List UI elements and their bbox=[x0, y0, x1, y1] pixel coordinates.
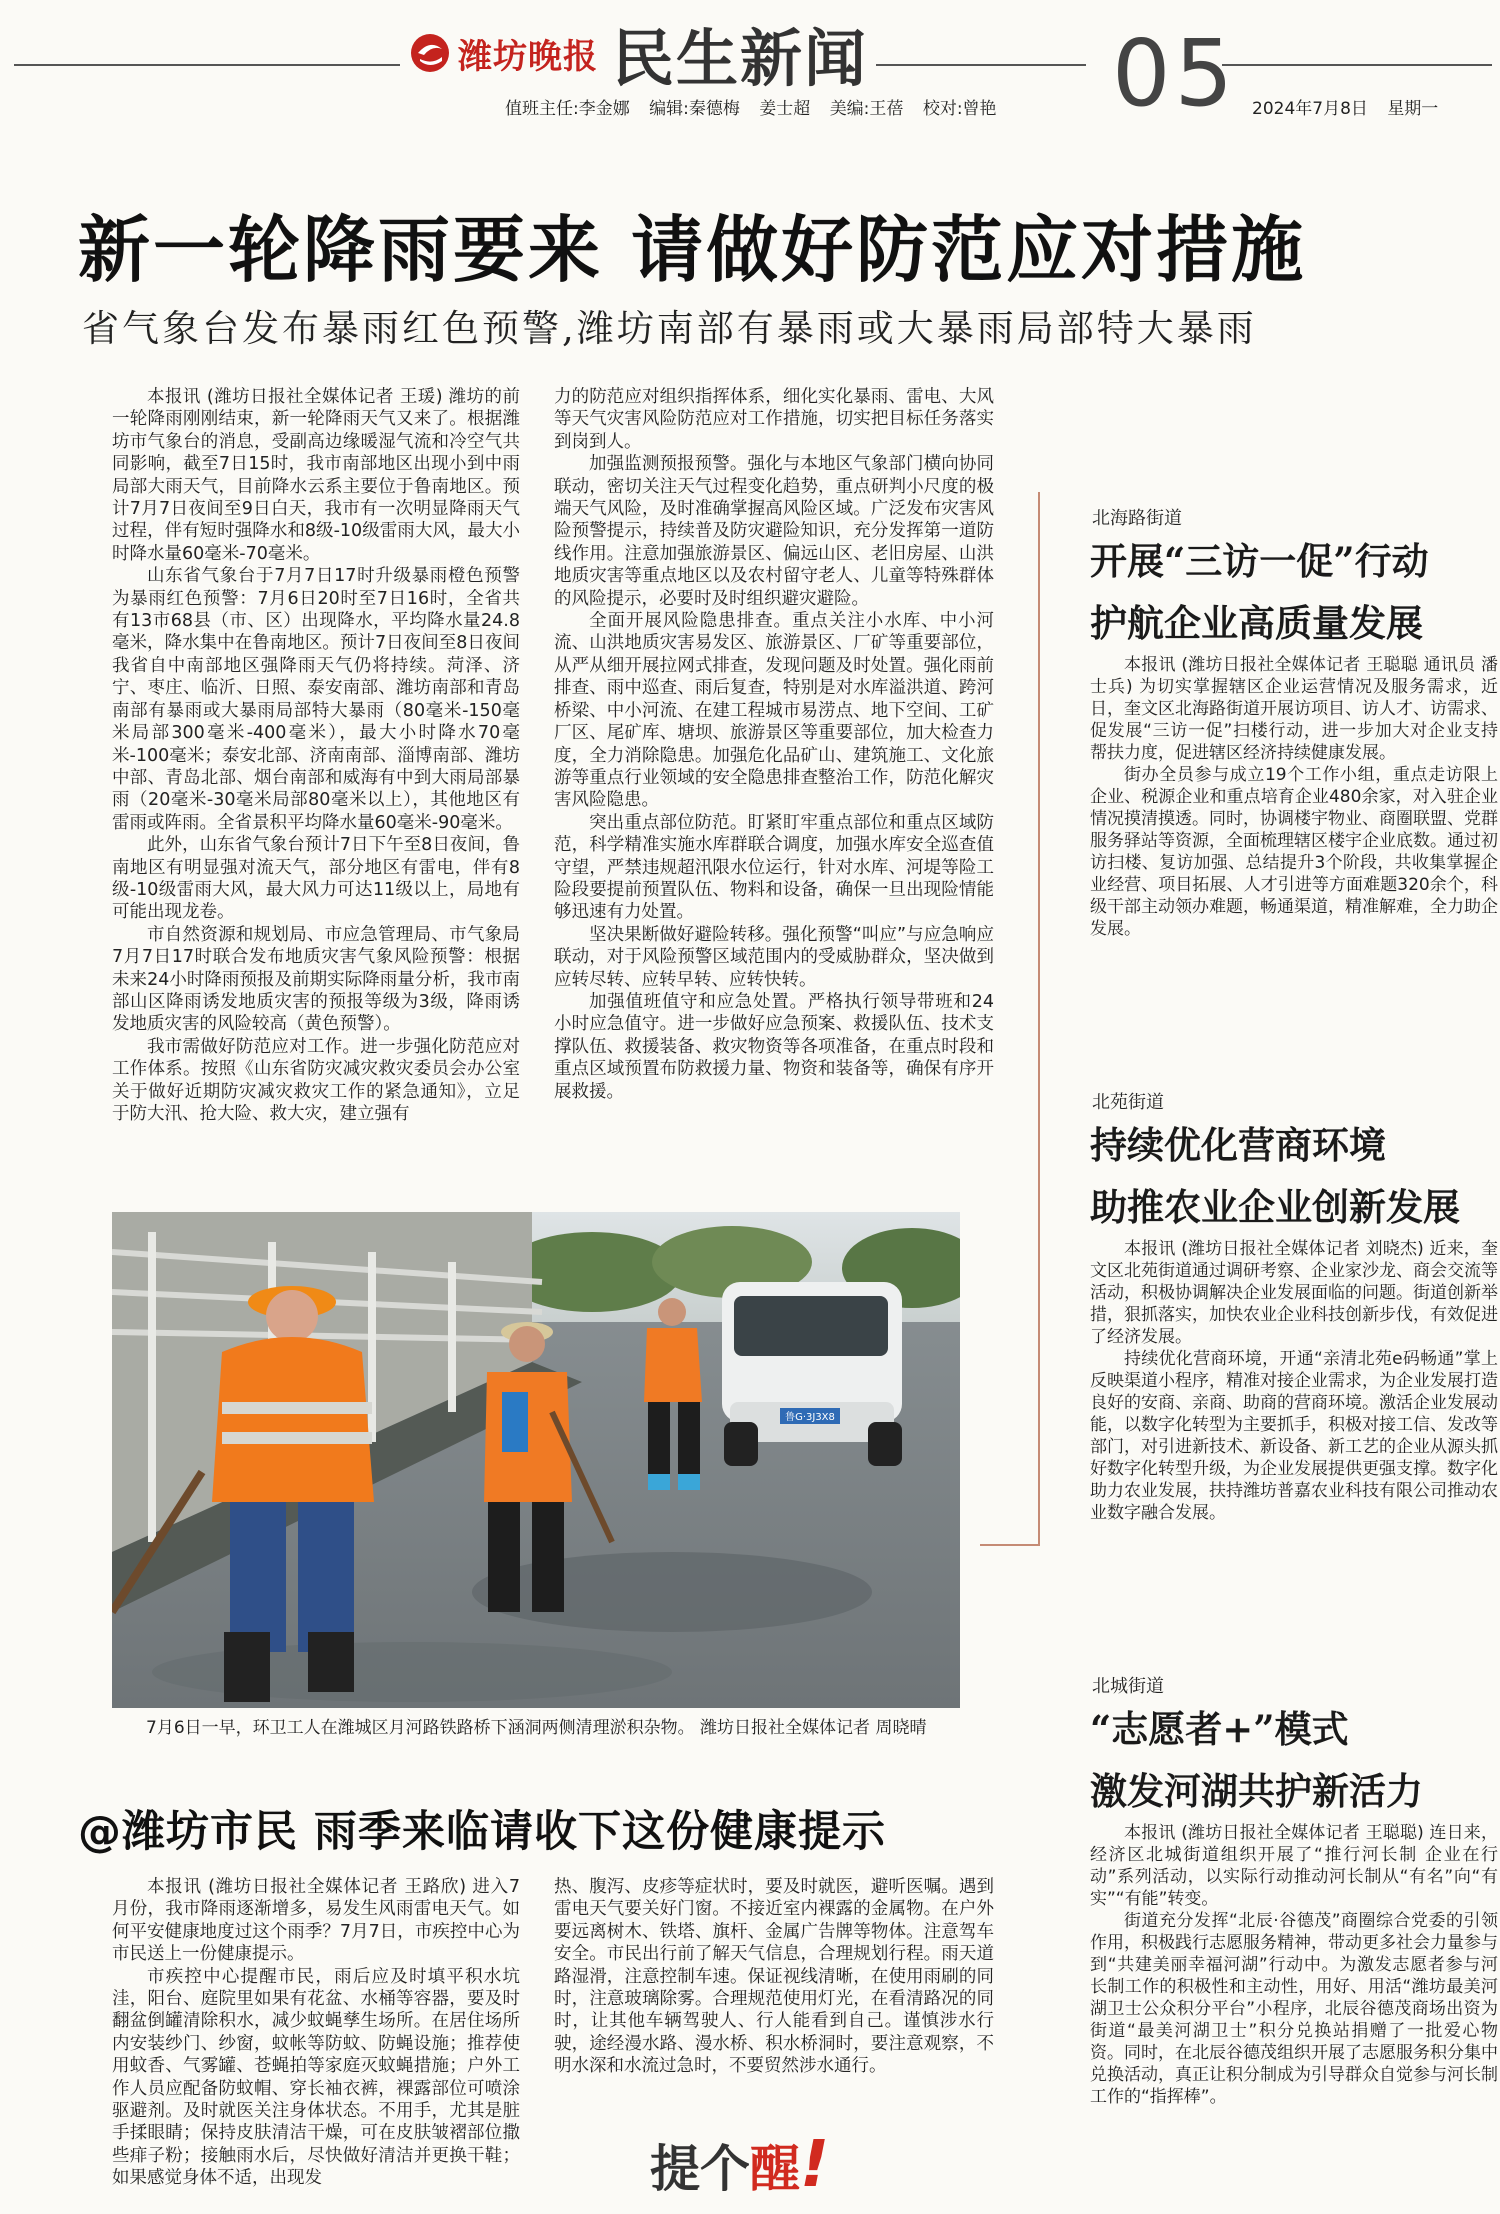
reminder-badge-highlight: 醒 bbox=[750, 2140, 800, 2198]
health-tips-column-2 bbox=[554, 1876, 994, 2118]
side-story-3-tag: 北城街道 bbox=[1092, 1676, 1164, 1697]
reminder-badge-text: 提个 bbox=[650, 2140, 750, 2198]
main-article-column-2 bbox=[554, 386, 994, 1198]
paragraph: 山东省气象台于7月7日17时升级暴雨橙色预警为暴雨红色预警：7月6日20时至7日16时，全省共有13市68县（市、区）出现降水，平均降水量24.8毫米，降水集中在鲁南地区。预计7日夜间至8日夜间我省自中南部地区强降雨天气仍将持续。菏泽、济宁、枣庄、临沂、日照、泰安南部、潍坊南部和青岛南部有暴雨或大暴雨局部特大暴雨（80毫米-150毫米局部300毫米-400毫米），最大小时降水70毫米-100毫米；泰安北部、济南南部、淄博南部、潍坊中部、青岛北部、烟台南部和威海有中到大雨局部暴雨（20毫米-30毫米局部80毫米以上），其他地区有雷雨或阵雨。全省景积平均降水量60毫米-90毫米。 bbox=[112, 566, 520, 833]
paragraph: 持续优化营商环境，开通“亲清北苑e码畅通”掌上反映渠道小程序，精准对接企业需求，为企业发展打造良好的安商、亲商、助商的营商环境。激活企业发展动能，以数字化转型为主要抓手，积极对接工信、发改等部门，对引进新技术、新设备、新工艺的企业从源头抓好数字化转型升级，为企业发展提供更强支撑。数字化助力农业发展，扶持潍坊普嘉农业科技有限公司推动农业数字融合发展。 bbox=[1090, 1349, 1498, 1523]
section-title: 民生新闻 bbox=[612, 21, 869, 95]
paragraph: 加强监测预报预警。强化与本地区气象部门横向协同联动，密切关注天气过程变化趋势，重点研判小尺度的极端天气风险，及时准确掌握高风险区域。广泛发布灾害风险预警提示，持续普及防灾避险知识，充分发挥第一道防线作用。注意加强旅游景区、偏远山区、老旧房屋、山洪地质灾害等重点地区以及农村留守老人、儿童等特殊群体的风险提示，必要时及时组织避灾避险。 bbox=[554, 454, 994, 609]
news-photo bbox=[112, 1212, 960, 1708]
side-story-1-body bbox=[1090, 654, 1498, 1024]
side-story-1-tag: 北海路街道 bbox=[1092, 508, 1182, 529]
paragraph: 本报讯 (潍坊日报社全媒体记者 王聪聪 通讯员 潘士兵) 为切实掌握辖区企业运营情况及服务需求，近日，奎文区北海路街道开展访项目、访人才、访需求、促发展“三访一促”扫楼行动，进一步加大对企业支持帮扶力度，促进辖区经济持续健康发展。 bbox=[1090, 655, 1498, 763]
paragraph: 市自然资源和规划局、市应急管理局、市气象局7月7日17时联合发布地质灾害气象风险预警：根据未来24小时降雨预报及前期实际降雨量分析，我市南部山区降雨诱发地质灾害的预报等级为3级，降雨诱发地质灾害的风险较高（黄色预警）。 bbox=[112, 924, 520, 1035]
paragraph: 此外，山东省气象台预计7日下午至8日夜间，鲁南地区有明显强对流天气，部分地区有雷电，伴有8级-10级雷雨大风，最大风力可达11级以上，局地有可能出现龙卷。 bbox=[112, 835, 520, 923]
credit-duty-director: 值班主任:李金娜 bbox=[505, 99, 630, 119]
title-line: 护航企业高质量发展 bbox=[1090, 601, 1423, 645]
issue-date-text: 2024年7月8日 bbox=[1252, 99, 1368, 119]
paragraph: 全面开展风险隐患排查。重点关注小水库、中小河流、山洪地质灾害易发区、旅游景区、厂矿等重要部位，从严从细开展拉网式排查，发现问题及时处置。强化雨前排查、雨中巡查、雨后复查，特别是对水库溢洪道、跨河桥梁、中小河流、在建工程城市易涝点、地下空间、工矿厂区、尾矿库、塘坝、旅游景区等重要部位，加大检查力度，全力消除隐患。加强危化品矿山、建筑施工、文化旅游等重点行业领域的安全隐患排查整治工作，防范化解灾害风险隐患。 bbox=[554, 611, 994, 811]
paragraph: 热、腹泻、皮疹等症状时，要及时就医，避听医嘱。遇到雷电天气要关好门窗。不接近室内裸露的金属物。在户外要远离树木、铁塔、旗杆、金属广告牌等物体。注意驾车安全。市民出行前了解天气信息，合理规划行程。雨天道路湿滑，注意控制车速。保证视线清晰，在使用雨刷的同时，注意玻璃除雾。合理规范使用灯光，在看清路况的同时，让其他车辆驾驶人、行人能看到自己。谨慎涉水行驶，途经漫水路、漫水桥、积水桥洞时，要注意观察，不明水深和水流过急时，不要贸然涉水通行。 bbox=[554, 1877, 994, 2077]
paragraph: 力的防范应对组织指挥体系，细化实化暴雨、雷电、大风等天气灾害风险防范应对工作措施，切实把目标任务落实到岗到人。 bbox=[554, 387, 994, 452]
paragraph: 本报讯 (潍坊日报社全媒体记者 王瑗) 潍坊的前一轮降雨刚刚结束，新一轮降雨天气又来了。根据潍坊市气象台的消息，受副高边缘暖湿气流和冷空气共同影响，截至7日15时，我市南部地区出现小到中雨局部大雨天气，目前降水云系主要位于鲁南地区。预计7月7日夜间至9日白天，我市有一次明显降雨天气过程，伴有短时强降水和8级-10级雷雨大风，最大小时降水量60毫米-70毫米。 bbox=[112, 387, 520, 564]
paragraph: 本报讯 (潍坊日报社全媒体记者 刘晓杰) 近来，奎文区北苑街道通过调研考察、企业家沙龙、商会交流等活动，积极协调解决企业发展面临的问题。街道创新举措，狠抓落实，加快农业企业科技创新步伐，有效促进了经济发展。 bbox=[1090, 1239, 1498, 1347]
side-story-2-tag: 北苑街道 bbox=[1092, 1092, 1164, 1113]
street-cleaning-photo bbox=[112, 1212, 960, 1708]
credit-proofreader: 校对:曾艳 bbox=[922, 99, 997, 119]
main-article-column-1 bbox=[112, 386, 520, 1198]
paragraph: 突出重点部位防范。盯紧盯牢重点部位和重点区域防范，科学精准实施水库群联合调度，加强水库安全巡查值守望，严禁违规超汛限水位运行，针对水库、河堤等险工险段要提前预置队伍、物料和设备，确保一旦出现险情能够迅速有力处置。 bbox=[554, 812, 994, 923]
white-van bbox=[722, 1282, 902, 1466]
page-number: 05 bbox=[1112, 20, 1238, 127]
health-tips-column-1 bbox=[112, 1876, 520, 2206]
side-story-2-title bbox=[1090, 1114, 1460, 1238]
main-headline: 新一轮降雨要来 请做好防范应对措施 bbox=[78, 208, 1307, 292]
paragraph: 本报讯 (潍坊日报社全媒体记者 王聪聪) 连日来，经济区北城街道组织开展了“推行河长制 企业在行动”系列活动，以实际行动推动河长制从“有名”向“有实”“有能”转变。 bbox=[1090, 1823, 1498, 1909]
health-tips-headline: @潍坊市民 雨季来临请收下这份健康提示 bbox=[78, 1807, 886, 1857]
side-story-3-title bbox=[1090, 1698, 1423, 1822]
side-story-3-body bbox=[1090, 1822, 1498, 2206]
sidebar-divider-vertical bbox=[1038, 492, 1040, 1544]
paragraph: 本报讯 (潍坊日报社全媒体记者 王路欣) 进入7月份，我市降雨逐渐增多，易发生风雨雷电天气。如何平安健康地度过这个雨季？7月7日，市疾控中心为市民送上一份健康提示。 bbox=[112, 1877, 520, 1965]
newspaper-name: 潍坊晚报 bbox=[458, 36, 598, 77]
exclamation-icon: ! bbox=[800, 2128, 830, 2202]
paragraph: 街办全员参与成立19个工作小组，重点走访限上企业、税源企业和重点培育企业480余家，对入驻企业情况摸清摸透。同时，协调楼宇物业、商圈联盟、党群服务驿站等资源，全面梳理辖区楼宇企业底数。通过初访扫楼、复访加强、总结提升3个阶段，共收集掌握企业经营、项目拓展、人才引进等方面难题320余个，科级干部主动领办难题，畅通渠道，精准解难，全力助企发展。 bbox=[1090, 765, 1498, 939]
reminder-badge bbox=[650, 2128, 829, 2202]
title-line: 持续优化营商环境 bbox=[1090, 1123, 1386, 1167]
photo-caption: 7月6日一早，环卫工人在潍城区月河路铁路桥下涵洞两侧清理淤积杂物。 潍坊日报社全媒体记者 周晓晴 bbox=[146, 1718, 927, 1738]
header-rule-right bbox=[1222, 64, 1492, 66]
paragraph: 加强值班值守和应急处置。严格执行领导带班和24小时应急值守。进一步做好应急预案、救援队伍、技术支撑队伍、救援装备、救灾物资等各项准备，在重点时段和重点区域预置布防救援力量、物资和装备等，确保有序开展救援。 bbox=[554, 991, 994, 1102]
sidebar-divider-horizontal bbox=[980, 1544, 1040, 1546]
credit-editor: 编辑:秦德梅 bbox=[649, 99, 740, 119]
title-line: “志愿者+”模式 bbox=[1090, 1707, 1349, 1751]
paragraph: 市疾控中心提醒市民，雨后应及时填平积水坑洼，阳台、庭院里如果有花盆、水桶等容器，要及时翻盆倒罐清除积水，减少蚊蝇孳生场所。在居住场所内安装纱门、纱窗，蚊帐等防蚊、防蝇设施；推荐使用蚊香、气雾罐、苍蝇拍等家庭灭蚊蝇措施；户外工作人员应配备防蚊帽、穿长袖衣裤，裸露部位可喷涂驱避剂。及时就医关注身体状态。不用手，尤其是脏手揉眼睛；保持皮肤清洁干燥，可在皮肤皱褶部位撒些痱子粉；接触雨水后，尽快做好清洁并更换干鞋；如果感觉身体不适，出现发 bbox=[112, 1966, 520, 2189]
newspaper-masthead bbox=[400, 21, 876, 95]
paragraph: 我市需做好防范应对工作。进一步强化防范应对工作体系。按照《山东省防灾减灾救灾委员会办公室关于做好近期防灾减灾救灾工作的紧急通知》，立足于防大汛、抢大险、救大灾，建立强有 bbox=[112, 1036, 520, 1124]
license-plate: 鲁G·3J3X8 bbox=[785, 1412, 835, 1423]
title-line: 开展“三访一促”行动 bbox=[1090, 539, 1429, 583]
issue-weekday: 星期一 bbox=[1387, 99, 1439, 119]
paragraph: 街道充分发挥“北辰·谷德茂”商圈综合党委的引领作用，积极践行志愿服务精神，带动更多社会力量参与到“共建美丽幸福河湖”行动中。为激发志愿者参与河长制工作的积极性和主动性，用好、用活“潍坊最美河湖卫士公众积分平台”小程序，北辰谷德茂商场出资为街道“最美河湖卫士”积分兑换站捐赠了一批爱心物资。同时，在北辰谷德茂组织开展了志愿服务积分集中兑换活动，真正让积分制成为引导群众自觉参与河长制工作的“指挥棒”。 bbox=[1090, 1911, 1498, 2107]
title-line: 激发河湖共护新活力 bbox=[1090, 1769, 1423, 1813]
side-story-2-body bbox=[1090, 1238, 1498, 1614]
title-line: 助推农业企业创新发展 bbox=[1090, 1185, 1460, 1229]
side-story-1-title bbox=[1090, 530, 1429, 654]
paragraph: 坚决果断做好避险转移。强化预警“叫应”与应急响应联动，对于风险预警区域范围内的受威胁群众，坚决做到应转尽转、应转早转、应转快转。 bbox=[554, 924, 994, 990]
editorial-credits bbox=[505, 94, 1011, 119]
issue-date bbox=[1252, 94, 1452, 119]
main-subheadline: 省气象台发布暴雨红色预警,潍坊南部有暴雨或大暴雨局部特大暴雨 bbox=[82, 307, 1257, 350]
newspaper-logo-icon bbox=[408, 31, 452, 75]
credit-art-editor: 美编:王蓓 bbox=[829, 99, 904, 119]
credit-editor-2: 姜士超 bbox=[759, 99, 811, 119]
